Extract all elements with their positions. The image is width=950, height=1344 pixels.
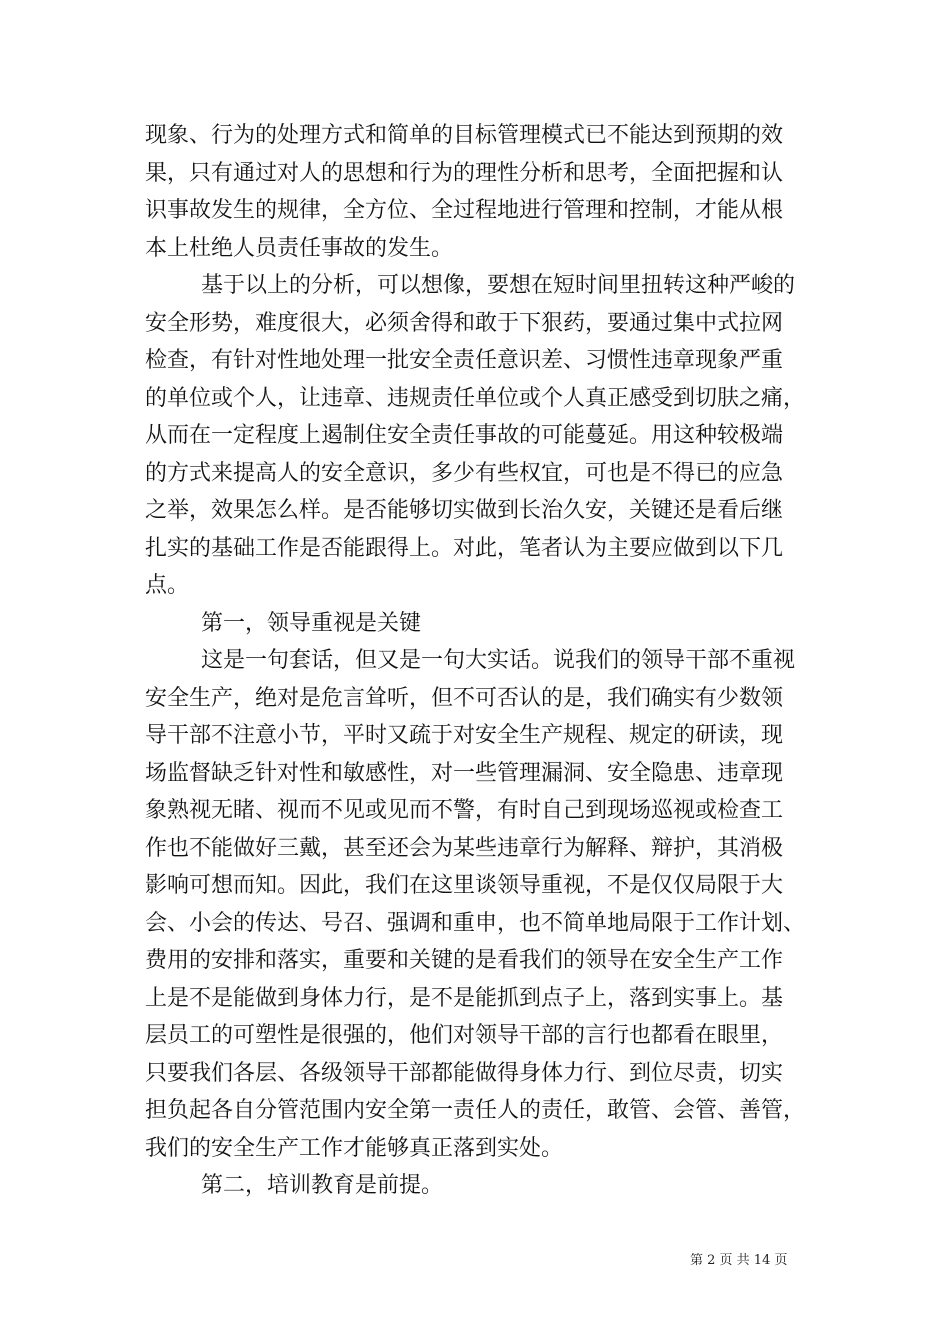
text-line: 担负起各自分管范围内安全第一责任人的责任，敢管、会管、善管，	[145, 1098, 806, 1123]
text-line: 基于以上的分析，可以想像，要想在短时间里扭转这种严峻的	[201, 273, 796, 298]
text-line: 检查，有针对性地处理一批安全责任意识差、习惯性违章现象严重	[145, 348, 784, 373]
text-line: 费用的安排和落实，重要和关键的是看我们的领导在安全生产工作	[145, 948, 784, 973]
text-line: 上是不是能做到身体力行，是不是能抓到点子上，落到实事上。基	[145, 985, 784, 1011]
text-line: 层员工的可塑性是很强的，他们对领导干部的言行也都看在眼里，	[145, 1023, 784, 1048]
text-line: 扎实的基础工作是否能跟得上。对此，笔者认为主要应做到以下几	[145, 535, 784, 561]
section-heading: 第一，领导重视是关键	[201, 610, 422, 636]
text-line: 的方式来提高人的安全意识，多少有些权宜，可也是不得已的应急	[145, 460, 784, 486]
text-line: 识事故发生的规律，全方位、全过程地进行管理和控制，才能从根	[145, 198, 784, 223]
text-line: 我们的安全生产工作才能够真正落到实处。	[145, 1135, 564, 1161]
text-line: 影响可想而知。因此，我们在这里谈领导重视，不是仅仅局限于大	[145, 873, 784, 898]
text-line: 只要我们各层、各级领导干部都能做得身体力行、到位尽责，切实	[145, 1060, 784, 1086]
document-body	[145, 117, 807, 1205]
text-line: 现象、行为的处理方式和简单的目标管理模式已不能达到预期的效	[145, 123, 784, 148]
text-line: 场监督缺乏针对性和敏感性，对一些管理漏洞、安全隐患、违章现	[145, 760, 784, 786]
page-number: 第 2 页 共 14 页	[690, 1253, 788, 1268]
text-line: 安全生产，绝对是危言耸听，但不可否认的是，我们确实有少数领	[145, 685, 784, 711]
text-line: 果，只有通过对人的思想和行为的理性分析和思考，全面把握和认	[145, 160, 784, 186]
text-line: 的单位或个人，让违章、违规责任单位或个人真正感受到切肤之痛，	[145, 385, 806, 411]
text-line: 会、小会的传达、号召、强调和重申，也不简单地局限于工作计划、	[145, 910, 806, 936]
text-line: 之举，效果怎么样。是否能够切实做到长治久安，关键还是看后继	[145, 498, 784, 523]
text-line: 本上杜绝人员责任事故的发生。	[145, 235, 454, 261]
text-line: 这是一句套话，但又是一句大实话。说我们的领导干部不重视	[201, 648, 796, 673]
text-line: 点。	[145, 573, 190, 598]
text-line: 安全形势，难度很大，必须舍得和敢于下狠药，要通过集中式拉网	[145, 310, 784, 336]
section-heading: 第二，培训教育是前提。	[201, 1173, 444, 1198]
text-line: 从而在一定程度上遏制住安全责任事故的可能蔓延。用这种较极端	[145, 423, 784, 448]
text-line: 作也不能做好三戴，甚至还会为某些违章行为解释、辩护，其消极	[145, 835, 784, 861]
text-line: 导干部不注意小节，平时又疏于对安全生产规程、规定的研读，现	[145, 723, 784, 748]
text-line: 象熟视无睹、视而不见或见而不警，有时自己到现场巡视或检查工	[145, 798, 784, 823]
